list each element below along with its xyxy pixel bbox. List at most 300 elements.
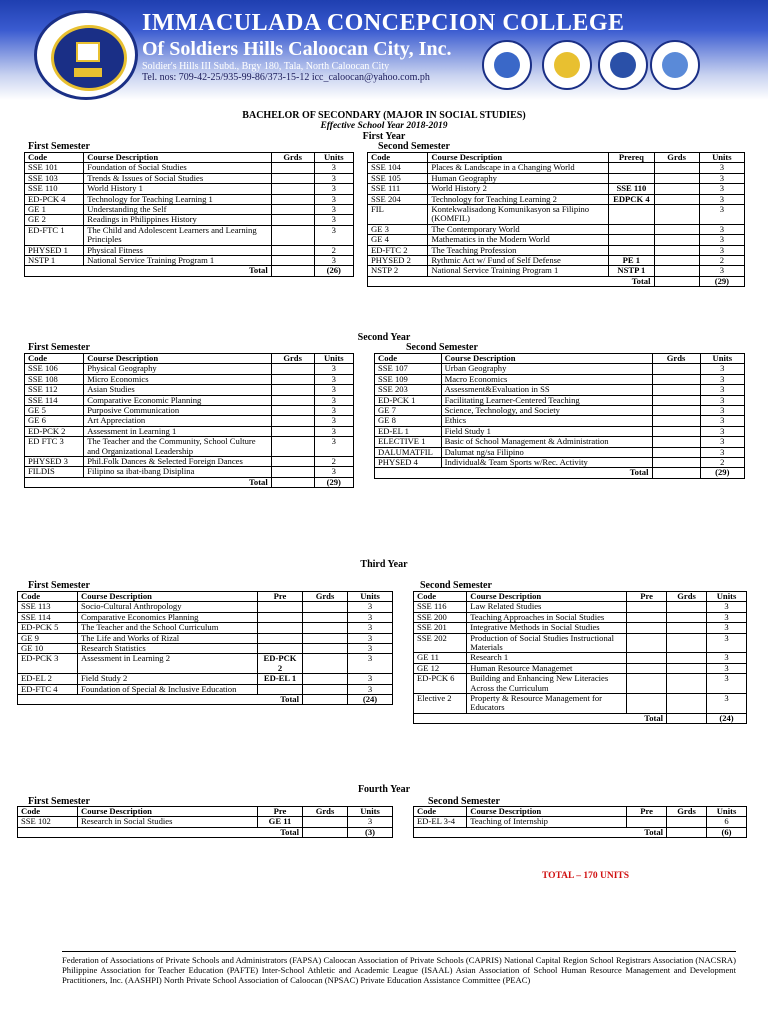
table-row (368, 173, 745, 183)
course-prerequisite (258, 633, 303, 643)
table-row (25, 385, 354, 395)
course-prerequisite: NSTP 1 (609, 266, 654, 276)
course-code: SSE 201 (414, 623, 467, 633)
table-row (375, 416, 745, 426)
course-grade (667, 612, 707, 622)
course-units: 3 (314, 364, 353, 374)
table-header-row (414, 807, 747, 817)
table-row (368, 163, 745, 173)
total-label: Total (414, 713, 667, 723)
column-header: Code (368, 153, 428, 163)
column-header: Pre (258, 592, 303, 602)
course-units: 3 (700, 426, 744, 436)
table-row (25, 374, 354, 384)
college-subtitle: Of Soldiers Hills Caloocan City, Inc. (142, 38, 452, 60)
course-grade (667, 817, 707, 827)
course-units: 3 (707, 694, 747, 714)
table-row (414, 817, 747, 827)
course-description: Kontekwalisadong Komunikasyon sa Filipino (KOMFIL) (428, 205, 609, 225)
total-blank-cell (303, 695, 348, 705)
course-grade (303, 623, 348, 633)
column-header: Pre (258, 807, 303, 817)
course-grade (654, 235, 699, 245)
accreditation-seal-4 (650, 40, 700, 90)
course-units: 3 (699, 184, 744, 194)
course-description: Integrative Methods in Social Studies (467, 623, 627, 633)
course-prerequisite (627, 633, 667, 653)
course-units: 3 (700, 364, 744, 374)
course-prerequisite (627, 612, 667, 622)
course-units: 2 (314, 457, 353, 467)
course-units: 3 (348, 633, 393, 643)
course-description: Human Resource Managemet (467, 663, 627, 673)
course-code: SSE 203 (375, 385, 442, 395)
total-label: Total (25, 477, 272, 487)
column-header: Course Description (78, 592, 258, 602)
course-units: 6 (707, 817, 747, 827)
column-header: Units (699, 153, 744, 163)
total-blank-cell (667, 713, 707, 723)
course-grade (271, 245, 314, 255)
course-description: Purposive Communication (84, 406, 272, 416)
course-grade (652, 416, 700, 426)
course-code: GE 8 (375, 416, 442, 426)
course-prerequisite (609, 224, 654, 234)
course-grade (271, 416, 314, 426)
course-units: 3 (348, 654, 393, 674)
course-grade (303, 674, 348, 684)
footer-divider (62, 951, 736, 952)
course-description: Building and Enhancing New Literacies Across the Curriculum (467, 674, 627, 694)
course-units: 3 (348, 684, 393, 694)
column-header: Grds (654, 153, 699, 163)
column-header: Grds (303, 807, 348, 817)
course-description: Human Geography (428, 173, 609, 183)
course-code: ED-PCK 1 (375, 395, 442, 405)
course-description: The Life and Works of Rizal (78, 633, 258, 643)
course-code: GE 7 (375, 406, 442, 416)
course-units: 3 (707, 633, 747, 653)
accreditation-seal-1 (482, 40, 532, 90)
course-units: 3 (700, 437, 744, 447)
column-header: Course Description (467, 807, 627, 817)
course-prerequisite: PE 1 (609, 256, 654, 266)
course-grade (303, 817, 348, 827)
column-header: Grds (667, 807, 707, 817)
course-grade (271, 467, 314, 477)
course-code: GE 4 (368, 235, 428, 245)
course-description: Art Appreciation (84, 416, 272, 426)
course-code: ED-PCK 3 (18, 654, 78, 674)
column-header: Code (414, 592, 467, 602)
course-table (374, 353, 745, 479)
course-units: 3 (314, 184, 353, 194)
course-prerequisite (609, 173, 654, 183)
course-description: Trends & Issues of Social Studies (84, 173, 272, 183)
column-header: Code (375, 354, 442, 364)
table-row (375, 406, 745, 416)
course-code: GE 3 (368, 224, 428, 234)
course-grade (654, 184, 699, 194)
year-label: First Year (362, 131, 406, 142)
course-code: ED FTC 3 (25, 437, 84, 457)
course-description: Individual& Team Sports w/Rec. Activity (441, 458, 652, 468)
course-description: Macro Economics (441, 374, 652, 384)
column-header: Units (348, 592, 393, 602)
column-header: Units (314, 354, 353, 364)
total-blank-cell (271, 477, 314, 487)
course-units: 3 (314, 426, 353, 436)
semester-label: Second Semester (406, 342, 478, 353)
column-header: Course Description (84, 354, 272, 364)
course-prerequisite (258, 612, 303, 622)
course-grade (271, 364, 314, 374)
course-code: GE 11 (414, 653, 467, 663)
semester-label: Second Semester (378, 141, 450, 152)
course-description: Foundation of Social Studies (84, 163, 272, 173)
table-row (25, 416, 354, 426)
college-address: Soldier's Hills III Subd., Brgy 180, Tala, North Caloocan City (142, 61, 390, 72)
course-units: 3 (699, 205, 744, 225)
table-row (25, 467, 354, 477)
course-code: GE 9 (18, 633, 78, 643)
course-code: FILDIS (25, 467, 84, 477)
program-title: BACHELOR OF SECONDARY (MAJOR IN SOCIAL STUDIES) (242, 110, 526, 121)
course-grade (271, 406, 314, 416)
course-prerequisite (627, 694, 667, 714)
course-code: SSE 204 (368, 194, 428, 204)
table-row (25, 437, 354, 457)
course-grade (652, 374, 700, 384)
table-row (414, 633, 747, 653)
course-code: SSE 104 (368, 163, 428, 173)
course-units: 3 (707, 674, 747, 694)
course-description: Mathematics in the Modern World (428, 235, 609, 245)
course-description: Science, Technology, and Society (441, 406, 652, 416)
course-units: 3 (314, 163, 353, 173)
college-contact: Tel. nos: 709-42-25/935-99-86/373-15-12 icc_caloocan@yahoo.com.ph (142, 72, 430, 83)
course-description: Readings in Philippines History (84, 215, 272, 225)
course-grade (271, 163, 314, 173)
course-prerequisite (609, 235, 654, 245)
course-grade (303, 602, 348, 612)
course-prerequisite (609, 163, 654, 173)
course-code: SSE 105 (368, 173, 428, 183)
table-header-row (18, 592, 393, 602)
course-code: PHYSED 4 (375, 458, 442, 468)
course-description: Understanding the Self (84, 205, 272, 215)
course-code: ED-PCK 4 (25, 194, 84, 204)
course-grade (652, 458, 700, 468)
table-row (25, 173, 354, 183)
semester-label: First Semester (28, 342, 90, 353)
column-header: Pre (627, 807, 667, 817)
table-row (414, 674, 747, 694)
semester-label: First Semester (28, 796, 90, 807)
course-description: The Teacher and the School Curriculum (78, 623, 258, 633)
course-code: SSE 114 (18, 612, 78, 622)
course-grade (271, 184, 314, 194)
course-units: 2 (699, 256, 744, 266)
course-grade (654, 245, 699, 255)
year-label: Third Year (360, 559, 408, 570)
course-description: National Service Training Program 1 (84, 256, 272, 266)
course-description: Technology for Teaching Learning 2 (428, 194, 609, 204)
table-row (25, 364, 354, 374)
table-row (25, 395, 354, 405)
table-row (375, 447, 745, 457)
course-units: 3 (699, 245, 744, 255)
course-units: 3 (699, 163, 744, 173)
course-code: SSE 114 (25, 395, 84, 405)
column-header: Grds (652, 354, 700, 364)
course-units: 3 (314, 225, 353, 245)
table-total-row (18, 827, 393, 837)
course-units: 3 (700, 395, 744, 405)
table-row (375, 437, 745, 447)
course-units: 3 (699, 194, 744, 204)
course-table (413, 806, 747, 838)
course-grade (303, 644, 348, 654)
semester-label: Second Semester (420, 580, 492, 591)
course-description: World History 2 (428, 184, 609, 194)
course-description: Teaching Approaches in Social Studies (467, 612, 627, 622)
course-prerequisite: EDPCK 4 (609, 194, 654, 204)
course-description: Field Study 2 (78, 674, 258, 684)
accreditation-seal-3 (598, 40, 648, 90)
course-code: PHYSED 3 (25, 457, 84, 467)
table-row (25, 426, 354, 436)
course-grade (654, 266, 699, 276)
table-row (414, 694, 747, 714)
effective-year: Effective School Year 2018-2019 (320, 121, 448, 131)
course-table (367, 152, 745, 287)
course-units: 3 (700, 447, 744, 457)
course-units: 3 (348, 612, 393, 622)
total-blank-cell (654, 276, 699, 286)
course-description: Asian Studies (84, 385, 272, 395)
course-code: FIL (368, 205, 428, 225)
total-blank-cell (303, 827, 348, 837)
table-row (18, 654, 393, 674)
course-code: ELECTIVE 1 (375, 437, 442, 447)
table-row (25, 205, 354, 215)
course-units: 3 (314, 416, 353, 426)
course-units: 3 (314, 194, 353, 204)
course-code: ED-PCK 6 (414, 674, 467, 694)
course-grade (303, 612, 348, 622)
course-code: SSE 116 (414, 602, 467, 612)
table-row (25, 194, 354, 204)
table-row (368, 184, 745, 194)
course-description: Law Related Studies (467, 602, 627, 612)
course-description: Research in Social Studies (78, 817, 258, 827)
course-prerequisite: GE 11 (258, 817, 303, 827)
table-row (375, 364, 745, 374)
total-units: (29) (699, 276, 744, 286)
column-header: Code (18, 592, 78, 602)
course-description: Assessment in Learning 1 (84, 426, 272, 436)
accreditation-seal-2 (542, 40, 592, 90)
course-prerequisite: ED-PCK 2 (258, 654, 303, 674)
total-blank-cell (652, 468, 700, 478)
course-description: Rythmic Act w/ Fund of Self Defense (428, 256, 609, 266)
course-description: Facilitating Learner-Centered Teaching (441, 395, 652, 405)
table-row (18, 602, 393, 612)
table-total-row (414, 713, 747, 723)
column-header: Pre (627, 592, 667, 602)
course-grade (667, 653, 707, 663)
table-row (414, 602, 747, 612)
course-description: The Teacher and the Community, School Culture and Organizational Leadership (84, 437, 272, 457)
course-description: Assessment in Learning 2 (78, 654, 258, 674)
table-total-row (414, 827, 747, 837)
course-grade (271, 395, 314, 405)
course-prerequisite (258, 602, 303, 612)
column-header: Units (707, 592, 747, 602)
table-row (375, 374, 745, 384)
course-description: Research Statistics (78, 644, 258, 654)
column-header: Units (348, 807, 393, 817)
course-grade (652, 426, 700, 436)
course-units: 3 (707, 612, 747, 622)
column-header: Code (414, 807, 467, 817)
table-header-row (414, 592, 747, 602)
total-blank-cell (271, 266, 314, 276)
table-row (18, 633, 393, 643)
table-total-row (368, 276, 745, 286)
course-units: 3 (348, 674, 393, 684)
table-row (375, 458, 745, 468)
course-units: 3 (314, 406, 353, 416)
course-grade (652, 364, 700, 374)
table-header-row (25, 153, 354, 163)
course-code: ED-FTC 4 (18, 684, 78, 694)
course-grade (667, 602, 707, 612)
column-header: Code (18, 807, 78, 817)
total-label: Total (25, 266, 272, 276)
course-grade (652, 385, 700, 395)
course-code: SSE 102 (18, 817, 78, 827)
course-description: Technology for Teaching Learning 1 (84, 194, 272, 204)
course-grade (654, 256, 699, 266)
table-row (414, 653, 747, 663)
course-grade (271, 215, 314, 225)
course-description: The Contemporary World (428, 224, 609, 234)
course-prerequisite (627, 817, 667, 827)
course-description: Comparative Economic Planning (84, 395, 272, 405)
total-units: (29) (314, 477, 353, 487)
course-code: SSE 106 (25, 364, 84, 374)
course-code: PHYSED 1 (25, 245, 84, 255)
table-header-row (368, 153, 745, 163)
column-header: Course Description (78, 807, 258, 817)
total-units: (29) (700, 468, 744, 478)
table-row (414, 623, 747, 633)
course-code: ED-FTC 2 (368, 245, 428, 255)
course-units: 3 (700, 374, 744, 384)
total-units: (26) (314, 266, 353, 276)
column-header: Code (25, 354, 84, 364)
table-row (25, 457, 354, 467)
course-code: NSTP 2 (368, 266, 428, 276)
column-header: Prereq (609, 153, 654, 163)
course-prerequisite (258, 644, 303, 654)
course-description: Assessment&Evaluation in SS (441, 385, 652, 395)
table-row (25, 215, 354, 225)
course-description: Teaching of Internship (467, 817, 627, 827)
course-units: 3 (699, 235, 744, 245)
course-description: Dalumat ng/sa Filipino (441, 447, 652, 457)
course-grade (654, 173, 699, 183)
course-grade (652, 437, 700, 447)
table-row (25, 163, 354, 173)
column-header: Code (25, 153, 84, 163)
course-code: GE 12 (414, 663, 467, 673)
course-table (17, 591, 393, 705)
course-description: The Child and Adolescent Learners and Learning Principles (84, 225, 272, 245)
table-row (18, 674, 393, 684)
course-code: SSE 101 (25, 163, 84, 173)
course-code: SSE 103 (25, 173, 84, 183)
course-code: SSE 111 (368, 184, 428, 194)
course-units: 3 (707, 663, 747, 673)
course-grade (303, 684, 348, 694)
course-code: SSE 112 (25, 385, 84, 395)
course-grade (654, 194, 699, 204)
college-name: IMMACULADA CONCEPCION COLLEGE (142, 10, 625, 36)
table-row (25, 184, 354, 194)
table-row (368, 266, 745, 276)
course-units: 3 (314, 385, 353, 395)
table-row (368, 224, 745, 234)
course-description: Basic of School Management & Administration (441, 437, 652, 447)
column-header: Course Description (441, 354, 652, 364)
course-grade (667, 694, 707, 714)
course-description: Production of Social Studies Instructional Materials (467, 633, 627, 653)
table-row (18, 644, 393, 654)
column-header: Course Description (467, 592, 627, 602)
course-description: Comparative Economics Planning (78, 612, 258, 622)
letterhead-banner (0, 0, 768, 100)
course-grade (667, 623, 707, 633)
table-row (368, 245, 745, 255)
table-row (368, 205, 745, 225)
total-label: Total (18, 827, 303, 837)
course-grade (271, 426, 314, 436)
course-units: 2 (314, 245, 353, 255)
course-prerequisite (627, 623, 667, 633)
course-description: Phil.Folk Dances & Selected Foreign Dances (84, 457, 272, 467)
course-grade (667, 674, 707, 694)
year-label: Fourth Year (357, 784, 411, 795)
course-grade (271, 194, 314, 204)
course-units: 3 (348, 644, 393, 654)
table-row (414, 612, 747, 622)
table-total-row (18, 695, 393, 705)
table-header-row (25, 354, 354, 364)
course-grade (271, 437, 314, 457)
course-grade (667, 663, 707, 673)
course-code: SSE 109 (375, 374, 442, 384)
course-grade (271, 173, 314, 183)
course-units: 3 (348, 602, 393, 612)
course-units: 3 (700, 406, 744, 416)
course-grade (652, 447, 700, 457)
semester-label: Second Semester (428, 796, 500, 807)
course-grade (654, 163, 699, 173)
footer-affiliations: Federation of Associations of Private Schools and Administrators (FAPSA) Caloocan Association of Private Schools (CAPRIS) National Capital Region School Registrars Association (NACSRA) Philippine Association for Teacher Education (PAFTE) Inter-School Athletic and Academic League (ISAAL) Asian Association of School Human Resource Management and Development Practitioners, Inc. (AASHPI) North Private School Association of Caloocan (NPSAC) Private Education Assistance Committee (PEAC) (62, 955, 736, 985)
